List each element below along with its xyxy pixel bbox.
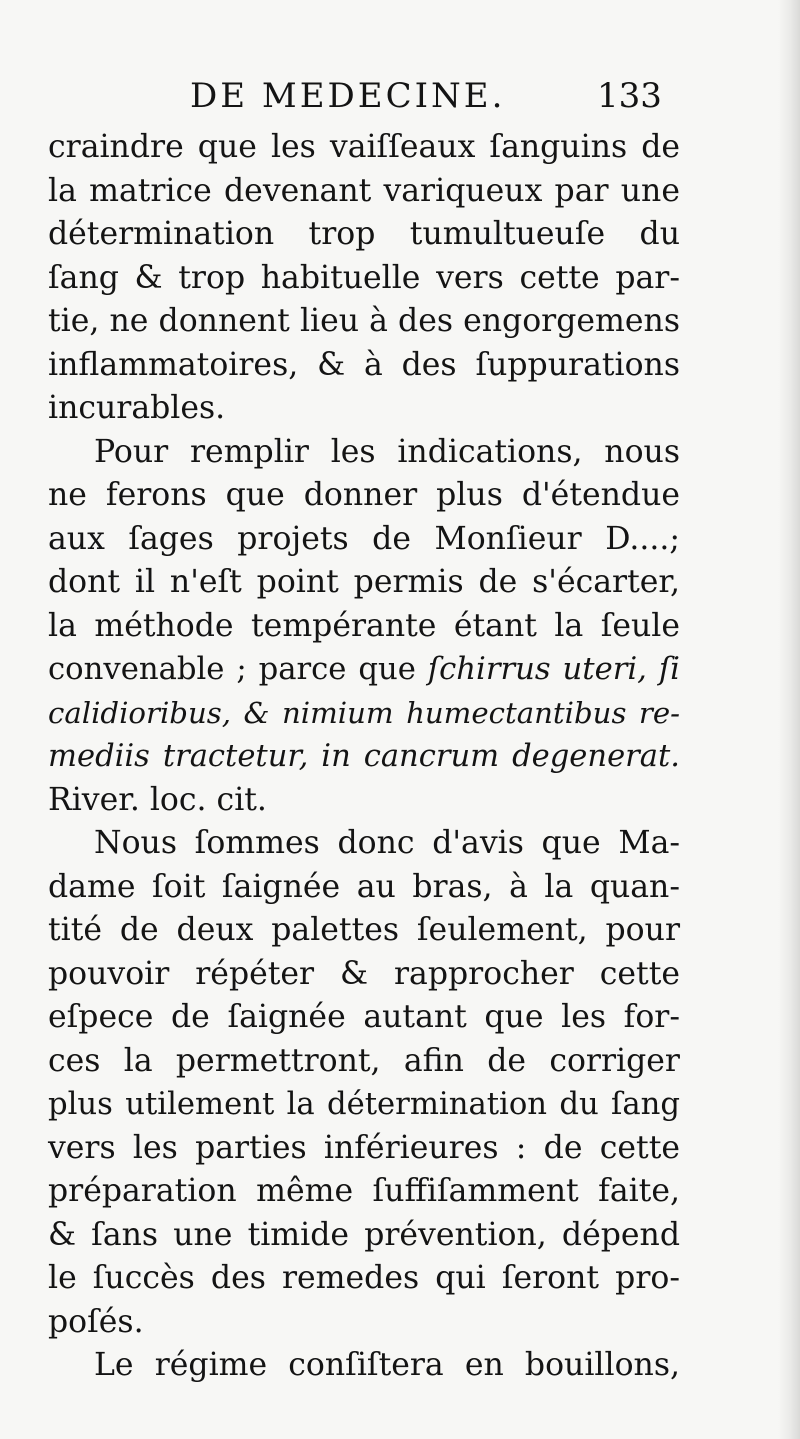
text-line-with-latin	[48, 648, 680, 692]
text-line: eſpece de ſaignée autant que les for-	[48, 999, 680, 1035]
text-line: la méthode tempérante étant la ſeule	[48, 607, 680, 644]
text-line: aux ſages projets de Monſieur D....;	[48, 520, 680, 557]
text-line: dame ſoit ſaignée au bras, à la quan-	[48, 868, 680, 905]
page-edge-shadow	[778, 0, 800, 1439]
page-header	[0, 76, 800, 126]
running-head: DE MEDECINE.	[190, 76, 506, 116]
text-line: vers les parties inférieures : de cette	[48, 1129, 680, 1166]
text-line: le ſuccès des remedes qui ſeront pro-	[48, 1260, 680, 1296]
body-text	[48, 126, 680, 1388]
citation-line: River. loc. cit.	[48, 781, 267, 818]
page-number: 133	[597, 76, 662, 116]
text-line: préparation même ſuffiſamment faite,	[48, 1173, 680, 1209]
text-line: inflammatoires, & à des ſuppurations	[48, 346, 680, 383]
paragraph-4	[48, 1344, 680, 1388]
text-line: ſang & trop habituelle vers cette par-	[48, 259, 680, 296]
text-line: détermination trop tumultueuſe du	[48, 216, 680, 252]
text-line: la matrice devenant variqueux par une	[48, 172, 680, 209]
text-line: tie, ne donnent lieu à des engorgemens	[48, 303, 680, 339]
text-line: poſés.	[48, 1303, 144, 1340]
paragraph-3	[48, 822, 680, 1344]
text-line: Pour remplir les indications, nous	[94, 433, 680, 470]
text-line: incurables.	[48, 390, 226, 426]
text-line: Le régime conſiſtera en bouillons,	[94, 1347, 680, 1383]
paragraph-2	[48, 431, 680, 823]
text-line: plus utilement la détermination du ſang	[48, 1087, 680, 1122]
text-line: dont il n'eſt point permis de s'écarter,	[48, 564, 680, 600]
text-line: ne ferons que donner plus d'étendue	[48, 477, 680, 513]
text-line: tité de deux palettes ſeulement, pour	[48, 912, 680, 948]
text-segment: convenable ; parce que	[48, 652, 416, 687]
text-line: craindre que les vaiſſeaux ſanguins de	[48, 129, 680, 165]
text-line: Nous ſommes donc d'avis que Ma-	[94, 825, 680, 861]
text-line: ces la permettront, afin de corriger	[48, 1042, 680, 1079]
latin-quote-line: calidioribus, & nimium humectantibus re-	[48, 695, 680, 730]
latin-quote-segment: ſchirrus uteri, ſi	[427, 652, 680, 687]
text-line: & ſans une timide prévention, dépend	[48, 1216, 680, 1253]
paragraph-1	[48, 126, 680, 431]
latin-quote-line: mediis tractetur, in cancrum degenerat.	[48, 739, 680, 774]
text-line: pouvoir répéter & rapprocher cette	[48, 955, 680, 992]
